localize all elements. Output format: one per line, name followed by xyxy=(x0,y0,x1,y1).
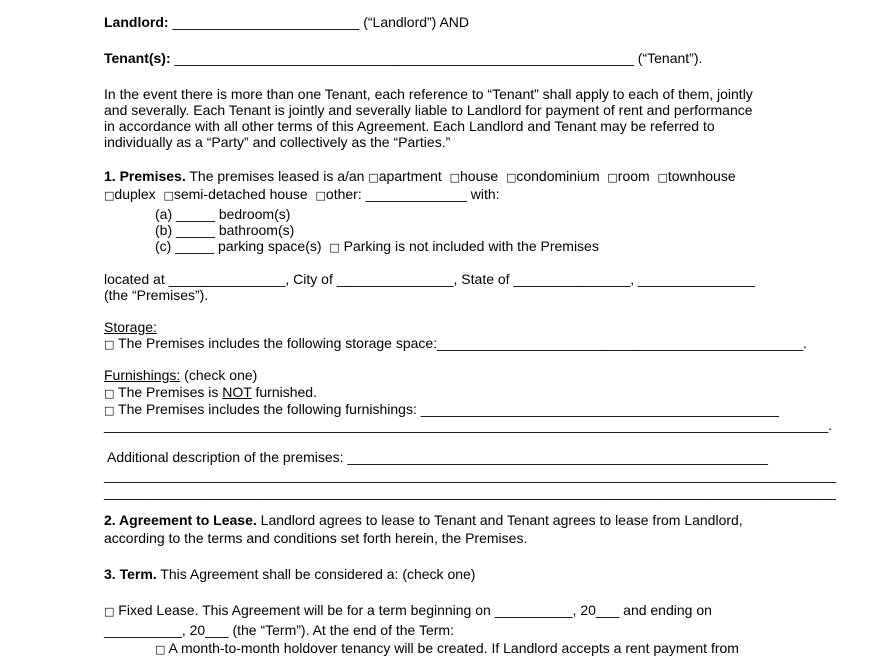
type-label-semi-detached: semi-detached house xyxy=(173,186,308,202)
premises-location[interactable]: located at _______________, City of _______________, State of _______________, _______________ xyxy=(104,271,755,287)
landlord-label: Landlord: xyxy=(104,14,169,30)
landlord-name-blank[interactable]: ________________________ xyxy=(172,14,360,30)
term-line xyxy=(104,566,475,583)
checkbox-townhouse[interactable]: □ xyxy=(657,171,668,184)
fixed-lease-line-2[interactable]: __________, 20___ (the “Term”). At the end of the Term: xyxy=(104,622,454,638)
checkbox-apartment[interactable]: □ xyxy=(368,171,379,184)
term-heading: 3. Term. xyxy=(104,566,157,582)
term-text: This Agreement shall be considered a: (check one) xyxy=(156,566,476,582)
premises-heading: 1. Premises. xyxy=(104,168,186,184)
furnishings-heading-note: (check one) xyxy=(180,367,258,383)
premises-types-row1 xyxy=(104,168,736,186)
additional-blank-1[interactable]: ______________________________________________________________________________________________ xyxy=(104,467,836,483)
tenant-line xyxy=(104,50,702,67)
checkbox-no-parking[interactable]: □ xyxy=(329,241,340,254)
parking-note: Parking is not included with the Premises xyxy=(343,238,599,254)
intro-line: In the event there is more than one Tenant, each reference to “Tenant” shall apply to each of them, jointly xyxy=(104,86,753,102)
additional-blank-2[interactable]: ______________________________________________________________________________________________ xyxy=(104,484,836,500)
furnishings-opt1-post: furnished. xyxy=(251,384,317,400)
fixed-lease-line-1 xyxy=(104,602,712,620)
furnishings-blank-line[interactable]: _____________________________________________________________________________________________. xyxy=(104,417,832,433)
checkbox-condominium[interactable]: □ xyxy=(505,171,517,184)
checkbox-not-furnished[interactable]: □ xyxy=(104,387,115,400)
tenant-label: Tenant(s): xyxy=(104,50,171,66)
landlord-line xyxy=(104,14,469,31)
furnishings-heading: Furnishings: xyxy=(104,367,181,383)
tenant-suffix: (“Tenant”). xyxy=(633,50,703,66)
checkbox-duplex[interactable]: □ xyxy=(104,189,115,202)
furnishings-option-not xyxy=(104,384,317,402)
type-label-room: room xyxy=(617,168,650,184)
holdover-option xyxy=(155,640,739,658)
type-label-townhouse: townhouse xyxy=(667,168,736,184)
rooms-parking-label[interactable]: (c) _____ parking space(s) xyxy=(155,238,322,254)
type-label-apartment: apartment xyxy=(378,168,442,184)
checkbox-semi-detached[interactable]: □ xyxy=(163,189,174,202)
intro-line: and severally. Each Tenant is jointly and severally liable to Landlord for payment of rent and performance xyxy=(104,102,753,118)
storage-text[interactable]: The Premises includes the following storage space:_______________________________________________. xyxy=(118,335,807,351)
not-emphasis: NOT xyxy=(222,384,252,400)
rooms-parking xyxy=(155,238,599,256)
agreement-line-1 xyxy=(104,512,743,529)
premises-types-row2 xyxy=(104,186,500,204)
intro-line: individually as a “Party” and collectively as the “Parties.” xyxy=(104,134,451,150)
fixed-lease-text-1[interactable]: Fixed Lease. This Agreement will be for a term beginning on __________, 20___ and ending on xyxy=(118,602,712,618)
checkbox-house[interactable]: □ xyxy=(449,171,460,184)
additional-description[interactable]: Additional description of the premises: ______________________________________________________ xyxy=(107,449,768,465)
furnishings-heading-line xyxy=(104,367,257,384)
landlord-suffix: (“Landlord”) AND xyxy=(359,14,470,30)
rooms-bathrooms[interactable]: (b) _____ bathroom(s) xyxy=(155,222,295,238)
agreement-line-2: according to the terms and conditions set forth herein, the Premises. xyxy=(104,530,528,546)
rooms-bedrooms[interactable]: (a) _____ bedroom(s) xyxy=(155,206,291,222)
agreement-text-1: Landlord agrees to lease to Tenant and Tenant agrees to lease from Landlord, xyxy=(256,512,743,528)
furnishings-opt1-text: The Premises is xyxy=(118,384,223,400)
checkbox-storage[interactable]: □ xyxy=(104,338,115,351)
checkbox-fixed-lease[interactable]: □ xyxy=(104,605,115,618)
type-label-other: other: _____________ with: xyxy=(325,186,500,202)
premises-location-tail: (the “Premises”). xyxy=(104,287,209,303)
checkbox-room[interactable]: □ xyxy=(607,171,618,184)
premises-lead: The premises leased is a/an xyxy=(185,168,369,184)
storage-option xyxy=(104,335,807,353)
checkbox-other[interactable]: □ xyxy=(315,189,326,202)
furnishings-opt2-text[interactable]: The Premises includes the following furnishings: ______________________________________________ xyxy=(118,401,779,417)
intro-line: in accordance with all other terms of this Agreement. Each Landlord and Tenant may be referred to xyxy=(104,118,715,134)
agreement-heading: 2. Agreement to Lease. xyxy=(104,512,257,528)
storage-heading: Storage: xyxy=(104,319,157,335)
type-label-duplex: duplex xyxy=(114,186,156,202)
holdover-text: A month-to-month holdover tenancy will be created. If Landlord accepts a rent payment from xyxy=(168,640,739,656)
type-label-condominium: condominium xyxy=(516,168,600,184)
type-label-house: house xyxy=(460,168,499,184)
tenant-name-blank[interactable]: ___________________________________________________________ xyxy=(174,50,634,66)
checkbox-furnished[interactable]: □ xyxy=(104,404,115,417)
checkbox-holdover[interactable]: □ xyxy=(155,643,166,656)
